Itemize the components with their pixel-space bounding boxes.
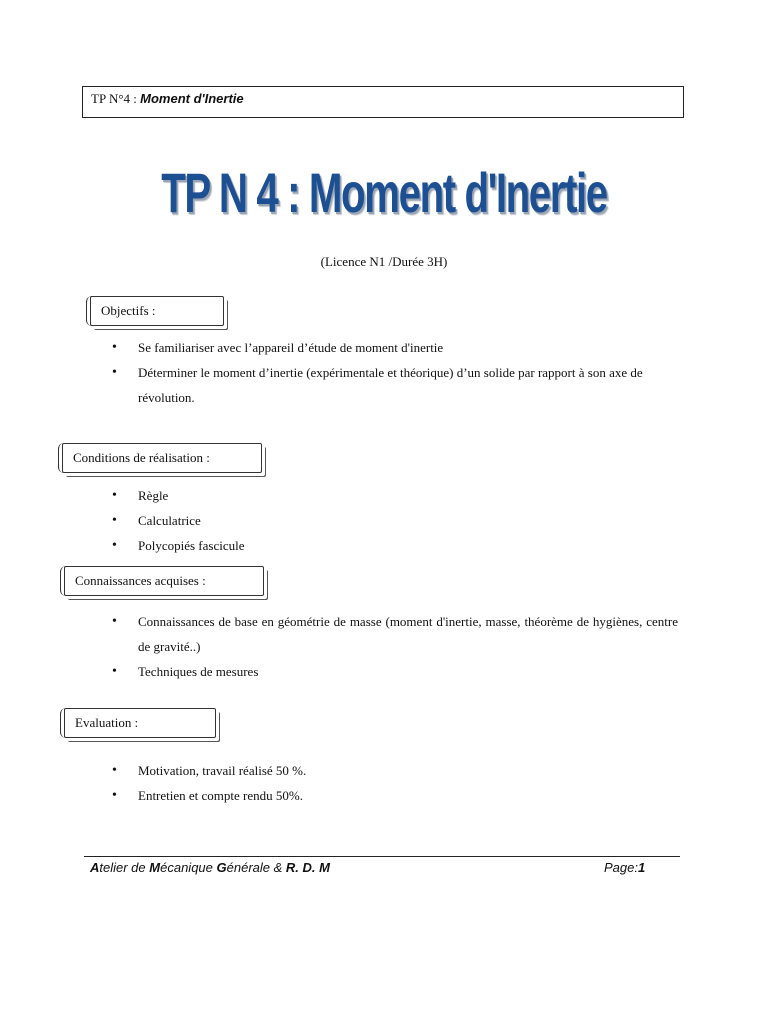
footer-text-enerale: énérale & — [226, 860, 286, 875]
list-item: • Polycopiés fascicule — [112, 533, 682, 558]
connaissances-list — [112, 609, 678, 684]
footer-letter-a: A — [90, 860, 100, 875]
list-item: • Déterminer le moment d’inertie (expérimentale et théorique) d’un solide par rapport à son axe de révolution. — [112, 360, 682, 410]
footer-letter-m: M — [149, 860, 161, 875]
page-title: TP N 4 : Moment d'Inertie — [161, 161, 607, 224]
section-conditions-label: Conditions de réalisation : — [62, 443, 262, 473]
list-item: • Motivation, travail réalisé 50 %. — [112, 758, 682, 783]
footer-lab-name — [90, 860, 330, 875]
footer-rdm: R. D. M — [285, 860, 330, 875]
conditions-list — [112, 483, 682, 558]
footer-page — [604, 860, 645, 875]
header-prefix: TP N°4 : — [91, 91, 137, 106]
footer-text-ecanique: écanique — [160, 860, 217, 875]
section-connaissances-label: Connaissances acquises : — [64, 566, 264, 596]
list-item: • Connaissances de base en géométrie de masse (moment d'inertie, masse, théorème de hygiènes, centre de gravité..) — [112, 609, 678, 659]
header-box — [82, 86, 684, 118]
footer-letter-g: G — [216, 860, 227, 875]
section-evaluation-label: Evaluation : — [64, 708, 216, 738]
footer-page-label: Page: — [604, 860, 638, 875]
list-item: • Règle — [112, 483, 682, 508]
footer-page-number: 1 — [637, 860, 646, 875]
footer-text-telier: telier de — [99, 860, 150, 875]
evaluation-list — [112, 758, 682, 808]
list-item: • Se familiariser avec l’appareil d’étude de moment d'inertie — [112, 335, 682, 360]
header-title: Moment d'Inertie — [140, 91, 244, 106]
list-item: • Calculatrice — [112, 508, 682, 533]
section-objectifs-label: Objectifs : — [90, 296, 224, 326]
subtitle: (Licence N1 /Durée 3H) — [320, 254, 448, 269]
objectifs-list — [112, 335, 682, 410]
list-item: • Techniques de mesures — [112, 659, 678, 684]
footer-divider — [84, 856, 680, 857]
list-item: • Entretien et compte rendu 50%. — [112, 783, 682, 808]
